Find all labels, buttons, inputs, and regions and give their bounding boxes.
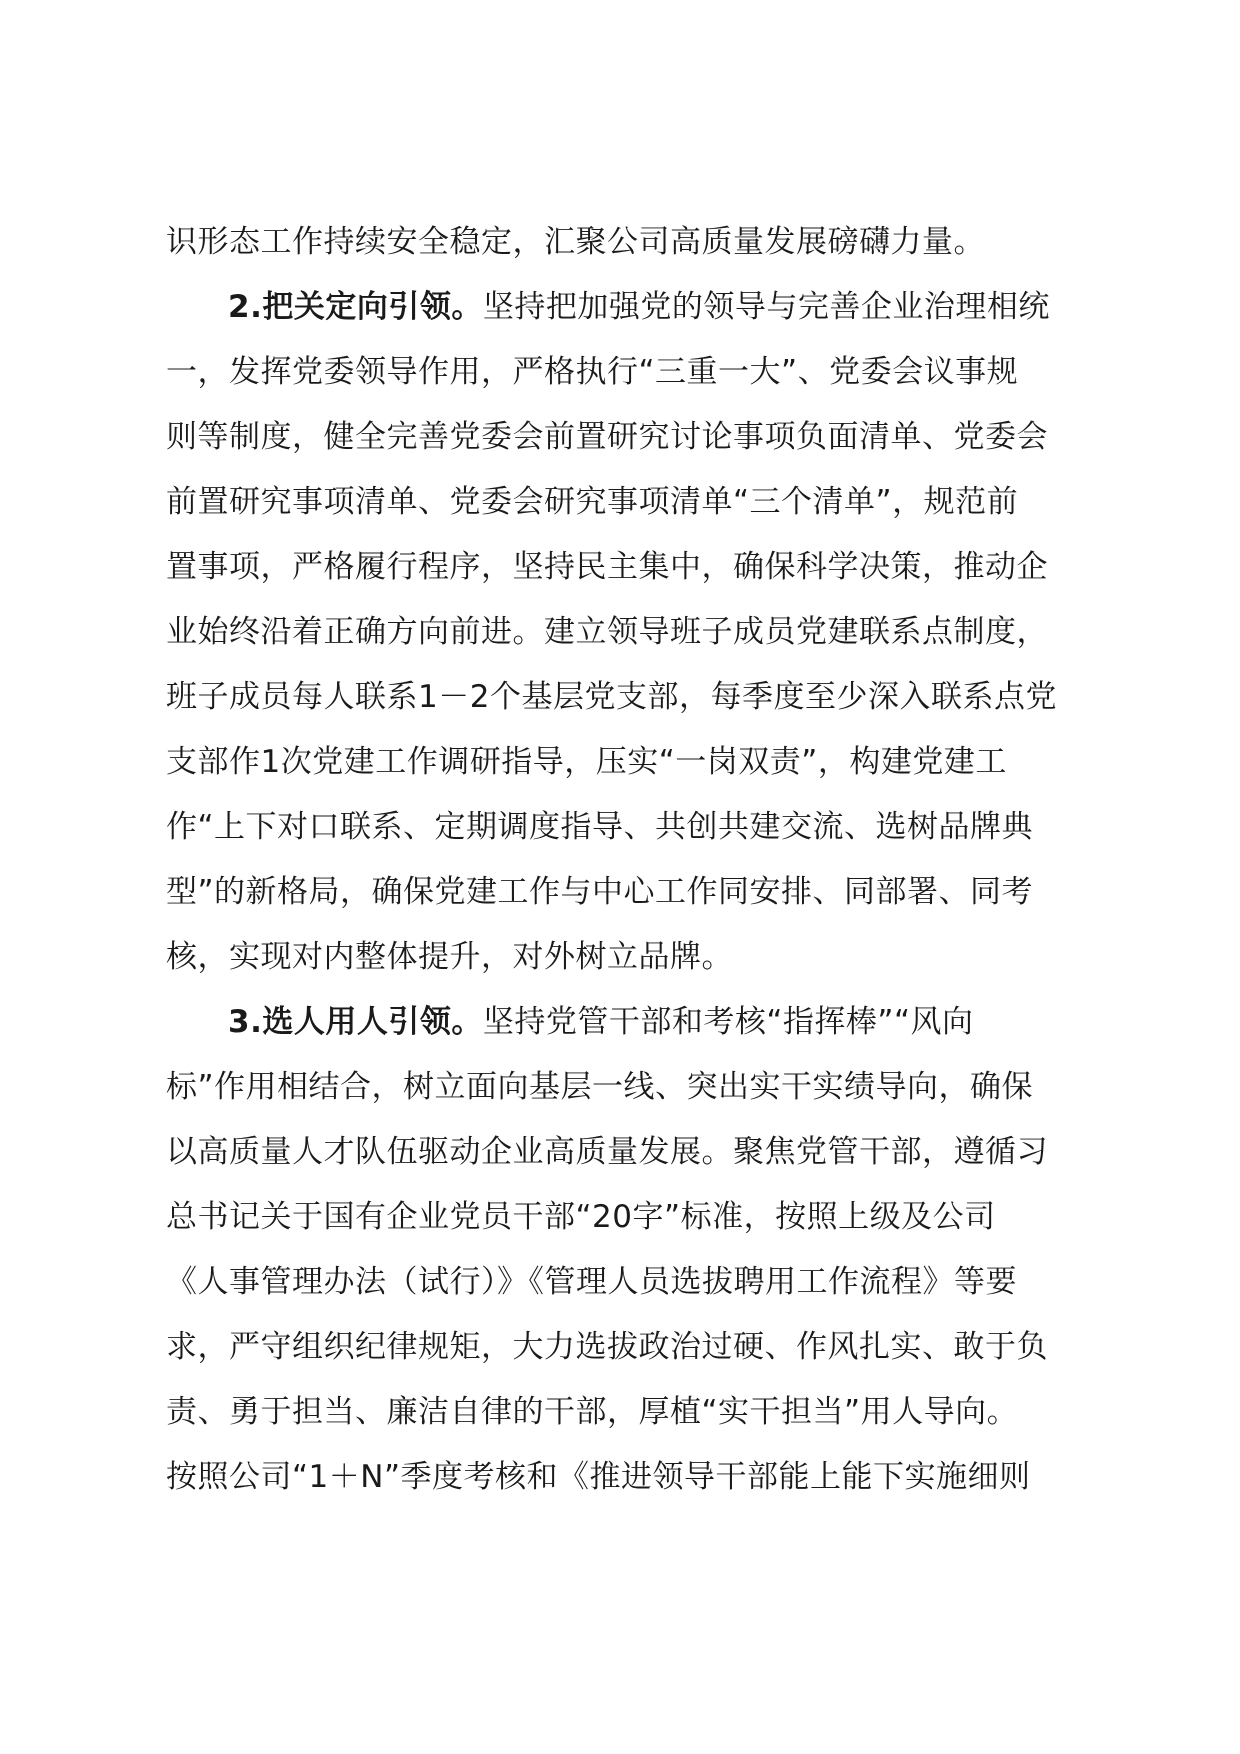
section-3-intro: 坚持党管干部和考核“指挥棒”“风向 xyxy=(482,1004,974,1040)
section-3-first-line xyxy=(166,990,1106,1055)
paragraph-line: 前置研究事项清单、党委会研究事项清单“三个清单”，规范前 xyxy=(166,484,1019,520)
paragraph-line: 按照公司“1＋N”季度考核和《推进领导干部能上能下实施细则 xyxy=(166,1459,1031,1495)
paragraph-line: 置事项，严格履行程序，坚持民主集中，确保科学决策，推动企 xyxy=(166,549,1048,585)
paragraph-line: 一，发挥党委领导作用，严格执行“三重一大”、党委会议事规 xyxy=(166,354,1019,390)
paragraph-line: 业始终沿着正确方向前进。建立领导班子成员党建联系点制度， xyxy=(166,614,1048,650)
paragraph-line: 型”的新格局，确保党建工作与中心工作同安排、同部署、同考 xyxy=(166,874,1034,910)
paragraph-line: 支部作1次党建工作调研指导，压实“一岗双责”，构建党建工 xyxy=(166,744,1007,780)
paragraph-line: 标”作用相结合，树立面向基层一线、突出实干实绩导向，确保 xyxy=(166,1069,1034,1105)
paragraph-line: 核，实现对内整体提升，对外树立品牌。 xyxy=(166,939,733,975)
paragraph-line: 作“上下对口联系、定期调度指导、共创共建交流、选树品牌典 xyxy=(166,809,1034,845)
document-page xyxy=(166,210,1106,1510)
paragraph-line: 识形态工作持续安全稳定，汇聚公司高质量发展磅礴力量。 xyxy=(166,224,985,260)
paragraph-line: 总书记关于国有企业党员干部“20字”标准，按照上级及公司 xyxy=(166,1199,996,1235)
paragraph-line: 班子成员每人联系1－2个基层党支部，每季度至少深入联系点党 xyxy=(166,679,1057,715)
section-3-heading: 3.选人用人引领。 xyxy=(228,1004,483,1040)
paragraph-line: 《人事管理办法（试行）》《管理人员选拔聘用工作流程》等要 xyxy=(166,1264,1017,1300)
section-2-intro: 坚持把加强党的领导与完善企业治理相统 xyxy=(482,289,1050,325)
paragraph-line: 责、勇于担当、廉洁自律的干部，厚植“实干担当”用人导向。 xyxy=(166,1394,1019,1430)
section-2-heading: 2.把关定向引领。 xyxy=(228,289,483,325)
paragraph-line: 以高质量人才队伍驱动企业高质量发展。聚焦党管干部，遵循习 xyxy=(166,1134,1048,1170)
paragraph-line: 则等制度，健全完善党委会前置研究讨论事项负面清单、党委会 xyxy=(166,419,1048,455)
paragraph-line: 求，严守组织纪律规矩，大力选拔政治过硬、作风扎实、敢于负 xyxy=(166,1329,1048,1365)
section-2-first-line xyxy=(166,275,1106,340)
